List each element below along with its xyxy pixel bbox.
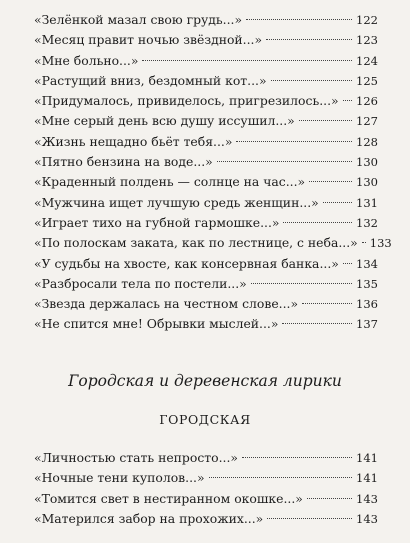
- toc-entry: [34, 314, 378, 334]
- toc-entry-title: «Жизнь нещадно бьёт тебя...»: [34, 133, 233, 149]
- toc-entry: [34, 30, 378, 50]
- toc-entry-page: 128: [356, 134, 378, 149]
- leader-dots: [246, 19, 352, 20]
- leader-dots: [267, 518, 352, 519]
- leader-dots: [283, 222, 352, 223]
- toc-entry-page: 134: [356, 256, 378, 271]
- toc-entry-page: 125: [356, 73, 378, 88]
- subsection-title: ГОРОДСКАЯ: [159, 412, 251, 427]
- toc-entry: [34, 489, 378, 509]
- toc-entry-title: «Мужчина ищет лучшую средь женщин...»: [34, 194, 319, 210]
- leader-dots: [362, 242, 366, 243]
- toc-entry-title: «Растущий вниз, бездомный кот...»: [34, 72, 267, 88]
- leader-dots: [343, 100, 352, 101]
- toc-entry: [34, 132, 378, 152]
- toc-entry-title: «Придумалось, привиделось, пригрезилось...»: [34, 93, 339, 109]
- section-title: Городская и деревенская лирики: [68, 372, 342, 390]
- toc-entry-page: 122: [356, 13, 378, 27]
- toc-entry: [34, 193, 378, 213]
- toc-entry-title: «По полоскам заката, как по лестнице, с неба...»: [34, 235, 358, 251]
- leader-dots: [251, 283, 352, 284]
- toc-entry-page: 135: [356, 276, 378, 291]
- leader-dots: [217, 161, 352, 162]
- toc-entry: [34, 10, 378, 30]
- toc-entry: [34, 111, 378, 131]
- toc-entry: [34, 213, 378, 233]
- leader-dots: [343, 263, 352, 264]
- toc-entry-title: «У судьбы на хвосте, как консервная банка...»: [34, 255, 339, 271]
- toc-entry-page: 126: [356, 94, 378, 109]
- toc-entry: [34, 233, 392, 253]
- leader-dots: [242, 457, 352, 458]
- toc-entry-title: «Томится свет в нестиранном окошке...»: [34, 490, 303, 506]
- toc-list-top: [34, 10, 392, 335]
- toc-entry-title: «Мне больно...»: [34, 52, 139, 68]
- toc-entry: [34, 274, 378, 294]
- toc-entry: [34, 152, 378, 172]
- leader-dots: [266, 39, 352, 40]
- toc-entry-title: «Мне серый день всю душу иссушил...»: [34, 113, 295, 129]
- toc-entry: [34, 172, 378, 192]
- toc-entry-page: 143: [356, 491, 378, 506]
- toc-entry-page: 131: [356, 195, 378, 210]
- leader-dots: [209, 477, 353, 478]
- toc-entry-page: 136: [356, 297, 378, 312]
- toc-entry-title: «Зелёнкой мазал свою грудь...»: [34, 12, 243, 27]
- toc-entry-page: 124: [356, 53, 378, 68]
- leader-dots: [142, 60, 352, 61]
- toc-entry-page: 130: [356, 155, 378, 170]
- leader-dots: [307, 498, 352, 499]
- toc-entry-title: «Пятно бензина на воде...»: [34, 154, 213, 170]
- toc-entry-page: 130: [356, 175, 378, 190]
- toc-entry: [34, 91, 378, 111]
- toc-entry: [34, 448, 378, 468]
- toc-entry: [34, 509, 378, 529]
- toc-entry-page: 141: [356, 451, 378, 465]
- toc-entry-title: «Звезда держалась на честном слове...»: [34, 296, 299, 312]
- toc-entry-title: «Не спится мне! Обрывки мыслей...»: [34, 316, 279, 332]
- toc-entry: [34, 51, 378, 71]
- toc-entry-title: «Разбросали тела по постели...»: [34, 275, 247, 291]
- toc-entry-title: «Играет тихо на губной гармошке...»: [34, 214, 280, 230]
- toc-entry-title: «Личностью стать непросто...»: [34, 450, 238, 465]
- toc-entry: [34, 468, 378, 488]
- toc-entry: [34, 294, 378, 314]
- leader-dots: [271, 80, 353, 81]
- toc-entry-page: 132: [356, 215, 378, 230]
- leader-dots: [282, 323, 352, 324]
- leader-dots: [302, 303, 352, 304]
- toc-list-bottom: [34, 448, 378, 529]
- toc-entry: [34, 71, 378, 91]
- leader-dots: [236, 141, 352, 142]
- toc-entry-title: «Матерился забор на прохожих...»: [34, 510, 264, 526]
- toc-entry-page: 123: [356, 33, 378, 48]
- leader-dots: [299, 120, 352, 121]
- toc-entry-page: 127: [356, 114, 378, 129]
- leader-dots: [323, 202, 352, 203]
- toc-entry: [34, 254, 378, 274]
- toc-entry-title: «Месяц правит ночью звёздной...»: [34, 32, 263, 48]
- toc-entry-title: «Ночные тени куполов...»: [34, 470, 205, 486]
- toc-entry-page: 141: [356, 471, 378, 486]
- toc-entry-page: 133: [369, 236, 392, 251]
- toc-entry-page: 137: [356, 317, 378, 332]
- toc-entry-title: «Краденный полдень — солнце на час...»: [34, 174, 306, 190]
- toc-entry-page: 143: [356, 511, 378, 526]
- leader-dots: [309, 181, 352, 182]
